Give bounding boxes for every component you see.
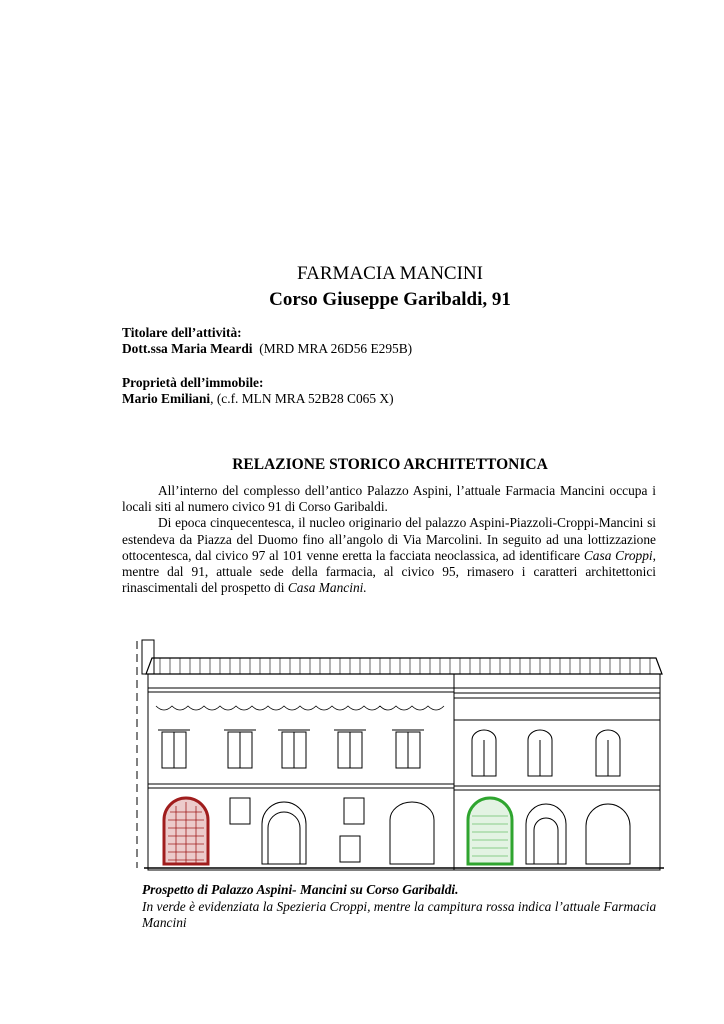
farmacia-highlight — [164, 798, 208, 864]
owner-activity-line — [122, 341, 412, 357]
paragraph-2-text-a: Di epoca cinquecentesca, il nucleo originario del palazzo Aspini-Piazzoli-Croppi-Mancini si estendeva da Piazza del Duomo fino all’angolo di Via Marcolini. In seguito ad una lottizzazione ottocentesca, dal civico 97 al 101 venne eretta la facciata neoclassica, ad identificare — [122, 515, 656, 563]
owner-building-line — [122, 391, 394, 407]
page-title: FARMACIA MANCINI — [297, 263, 483, 284]
owner-building-code: , (c.f. MLN MRA 52B28 C065 X) — [210, 391, 394, 406]
facade-line-art — [137, 640, 664, 870]
figure-caption — [142, 882, 682, 932]
section-body — [122, 483, 656, 596]
casa-mancini-emphasis: Casa Mancini. — [287, 580, 367, 596]
caption-title: Prospetto di Palazzo Aspini- Mancini su Corso Garibaldi. — [142, 882, 459, 897]
owner-activity-code: (MRD MRA 26D56 E295B) — [259, 341, 413, 356]
paragraph-2 — [122, 515, 656, 596]
owner-activity-block — [122, 325, 412, 357]
owner-activity-name: Dott.ssa Maria Meardi — [122, 341, 253, 356]
caption-text: In verde è evidenziata la Spezieria Croppi, mentre la campitura rossa indica l’attuale Farmacia Mancini — [142, 898, 657, 930]
owner-building-label: Proprietà dell’immobile: — [122, 375, 264, 390]
casa-croppi-emphasis: Casa Croppi — [583, 547, 653, 563]
owner-activity-label: Titolare dell’attività: — [122, 325, 242, 340]
owner-building-name: Mario Emiliani — [122, 391, 211, 406]
page-subtitle-address: Corso Giuseppe Garibaldi, 91 — [269, 289, 511, 310]
paragraph-2-text-b: , mentre dal 91, attuale sede della farmacia, al civico 95, rimasero i caratteri architettonici rinascimentali del prospetto di — [122, 547, 656, 596]
facade-elevation-drawing — [134, 636, 682, 872]
paragraph-1: All’interno del complesso dell’antico Palazzo Aspini, l’attuale Farmacia Mancini occupa i locali siti al numero civico 91 di Corso Garibaldi. — [122, 483, 656, 515]
section-heading: RELAZIONE STORICO ARCHITETTONICA — [232, 456, 548, 473]
spezieria-highlight — [468, 798, 512, 864]
owner-building-block — [122, 375, 394, 407]
